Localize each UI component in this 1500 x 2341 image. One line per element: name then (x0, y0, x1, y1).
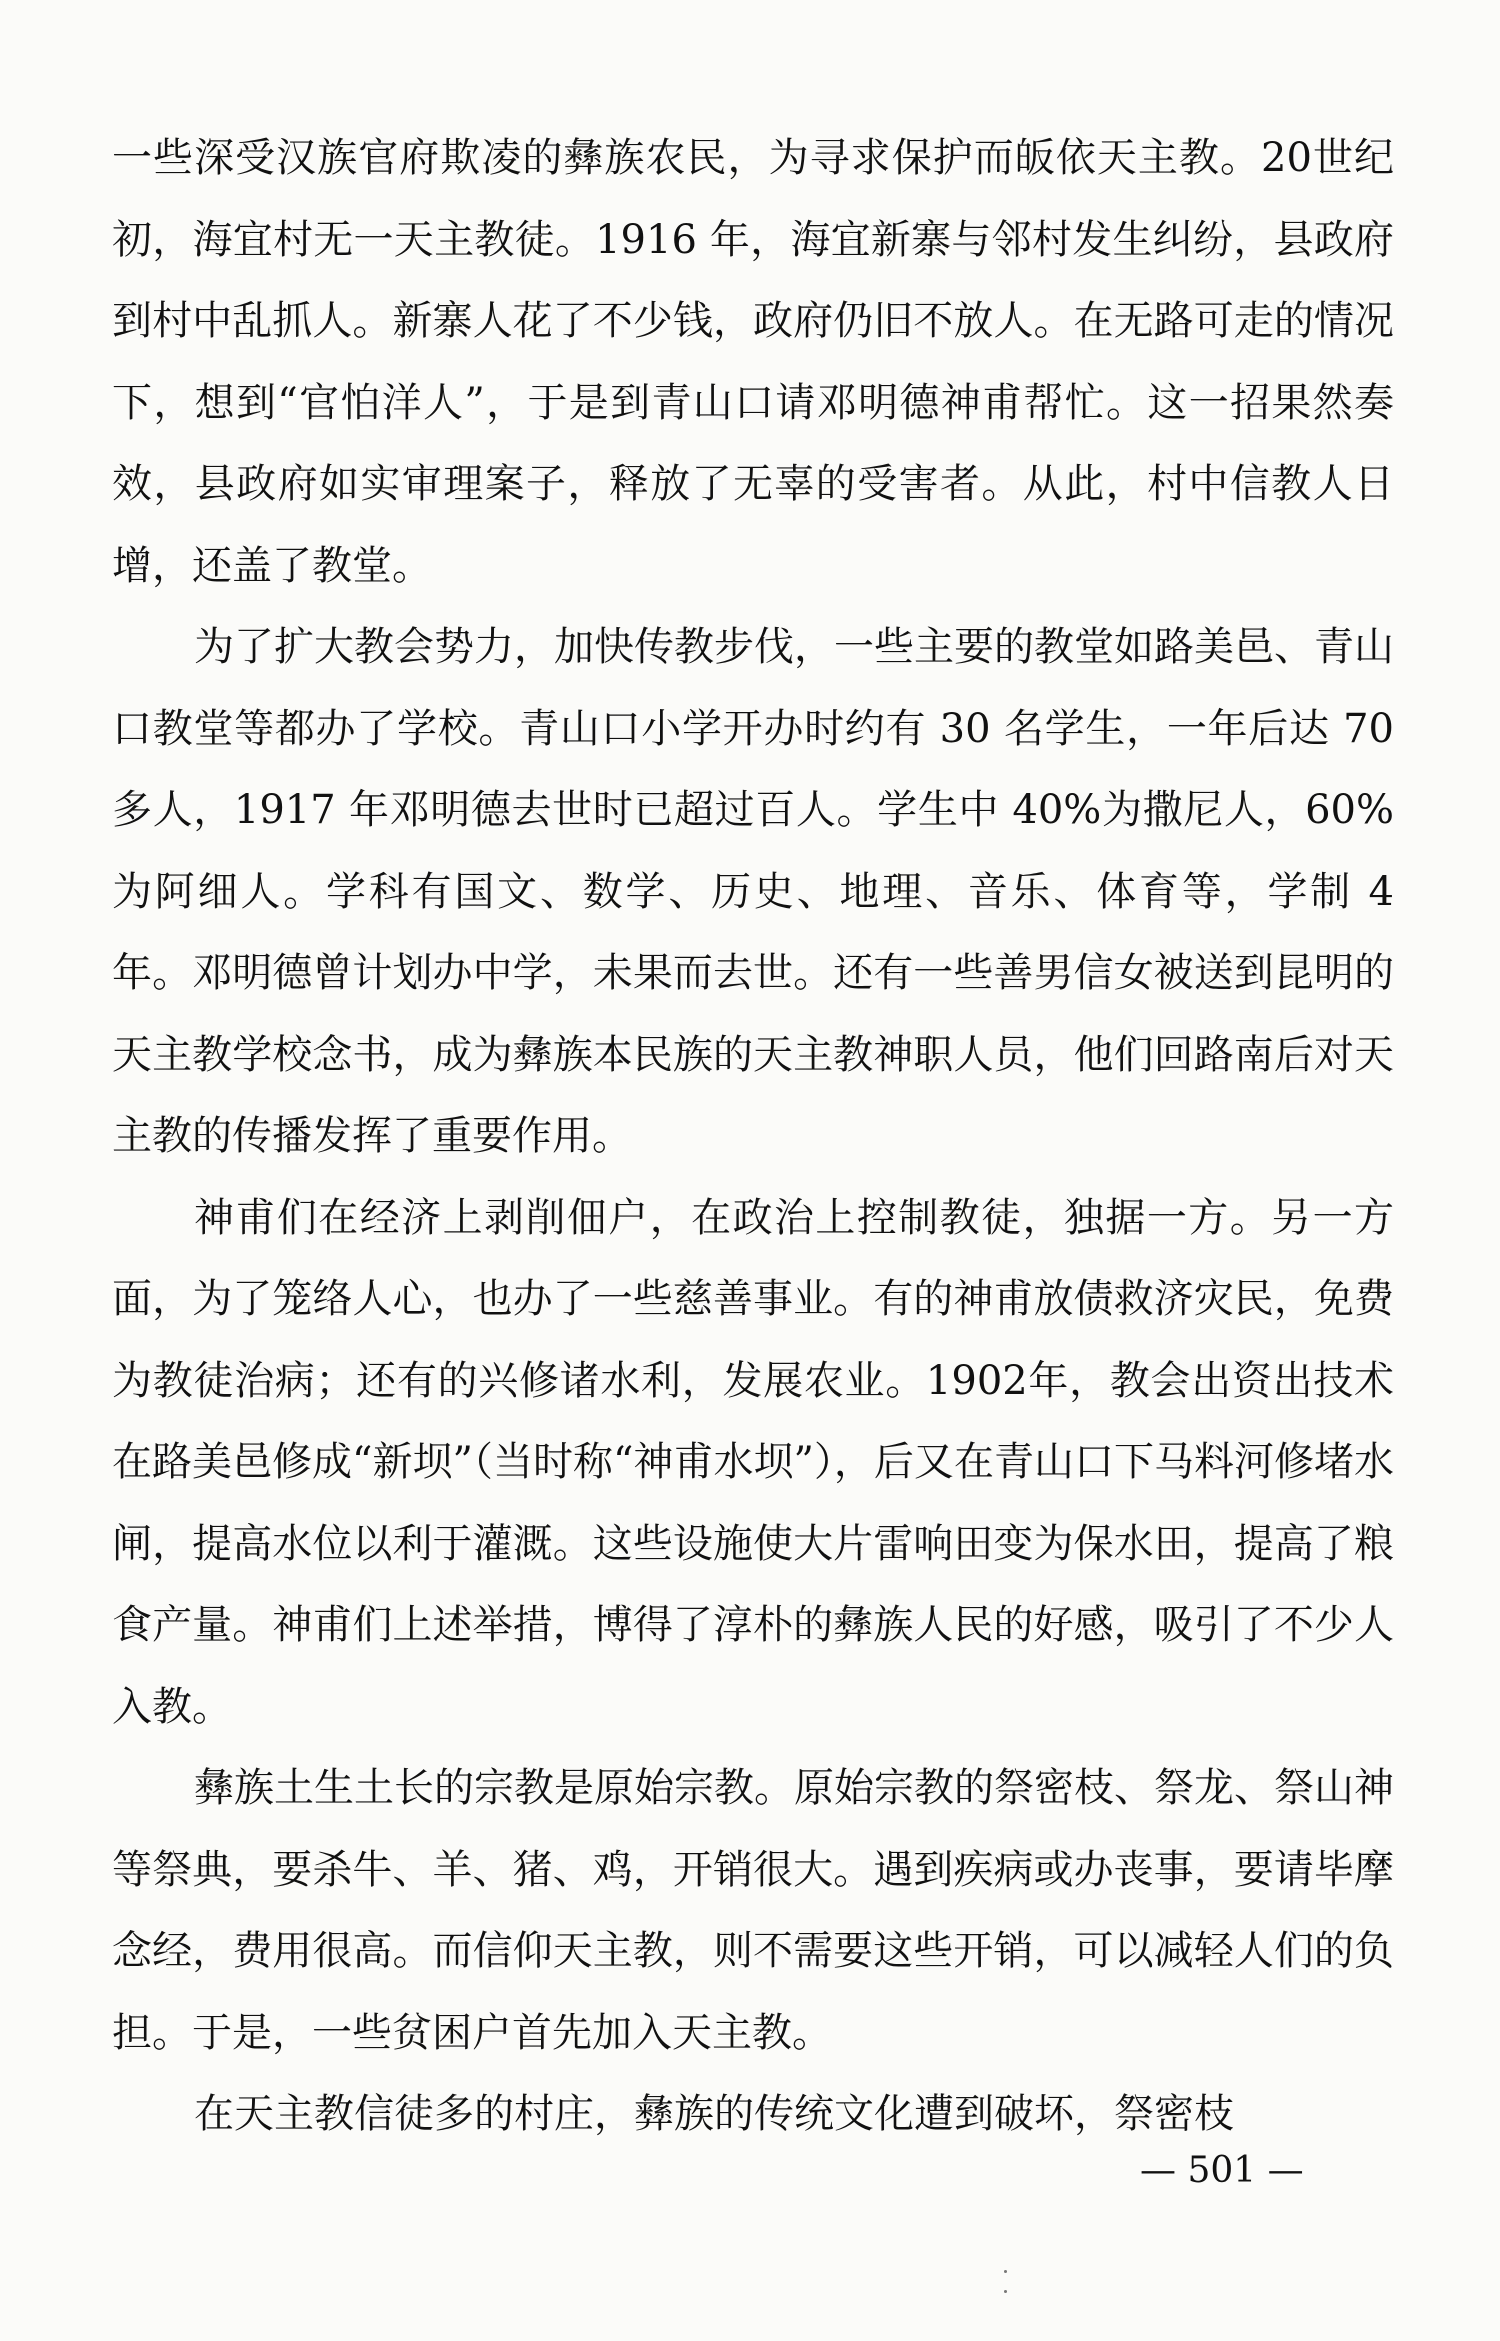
scan-speck (1004, 2290, 1007, 2293)
body-text (112, 118, 1394, 2156)
page-number: — 501 — (1140, 2150, 1304, 2191)
paragraph-3: 神甫们在经济上剥削佃户，在政治上控制教徒，独据一方。另一方面，为了笼络人心，也办了一些慈善事业。有的神甫放债救济灾民，免费为教徒治病；还有的兴修诸水利，发展农业。1902年，教会出资出技术在路美邑修成“新坝”（当时称“神甫水坝”），后又在青山口下马料河修堵水闸，提高水位以利于灌溉。这些设施使大片雷响田变为保水田，提高了粮食产量。神甫们上述举措，博得了淳朴的彝族人民的好感，吸引了不少人入教。 (112, 1194, 1394, 1730)
scan-speck (1004, 2270, 1007, 2273)
paragraph-5: 在天主教信徒多的村庄，彝族的传统文化遭到破坏，祭密枝 (194, 2091, 1234, 2137)
paragraph-1: 一些深受汉族官府欺凌的彝族农民，为寻求保护而皈依天主教。20世纪初，海宜村无一天主教徒。1916 年，海宜新寨与邻村发生纠纷，县政府到村中乱抓人。新寨人花了不少钱，政府仍旧不放人。在无路可走的情况下，想到“官怕洋人”，于是到青山口请邓明德神甫帮忙。这一招果然奏效，县政府如实审理案子，释放了无辜的受害者。从此，村中信教人日增，还盖了教堂。 (112, 135, 1394, 589)
paragraph-2: 为了扩大教会势力，加快传教步伐，一些主要的教堂如路美邑、青山口教堂等都办了学校。青山口小学开办时约有 30 名学生，一年后达 70 多人，1917 年邓明德去世时已超过百人。学生中 40%为撒尼人，60%为阿细人。学科有国文、数学、历史、地理、音乐、体育等，学制 4 年。邓明德曾计划办中学，未果而去世。还有一些善男信女被送到昆明的天主教学校念书，成为彝族本民族的天主教神职人员，他们回路南后对天主教的传播发挥了重要作用。 (112, 624, 1394, 1159)
paragraph-4: 彝族土生土长的宗教是原始宗教。原始宗教的祭密枝、祭龙、祭山神等祭典，要杀牛、羊、猪、鸡，开销很大。遇到疾病或办丧事，要请毕摩念经，费用很高。而信仰天主教，则不需要这些开销，可以减轻人们的负担。于是，一些贫困户首先加入天主教。 (112, 1765, 1394, 2056)
